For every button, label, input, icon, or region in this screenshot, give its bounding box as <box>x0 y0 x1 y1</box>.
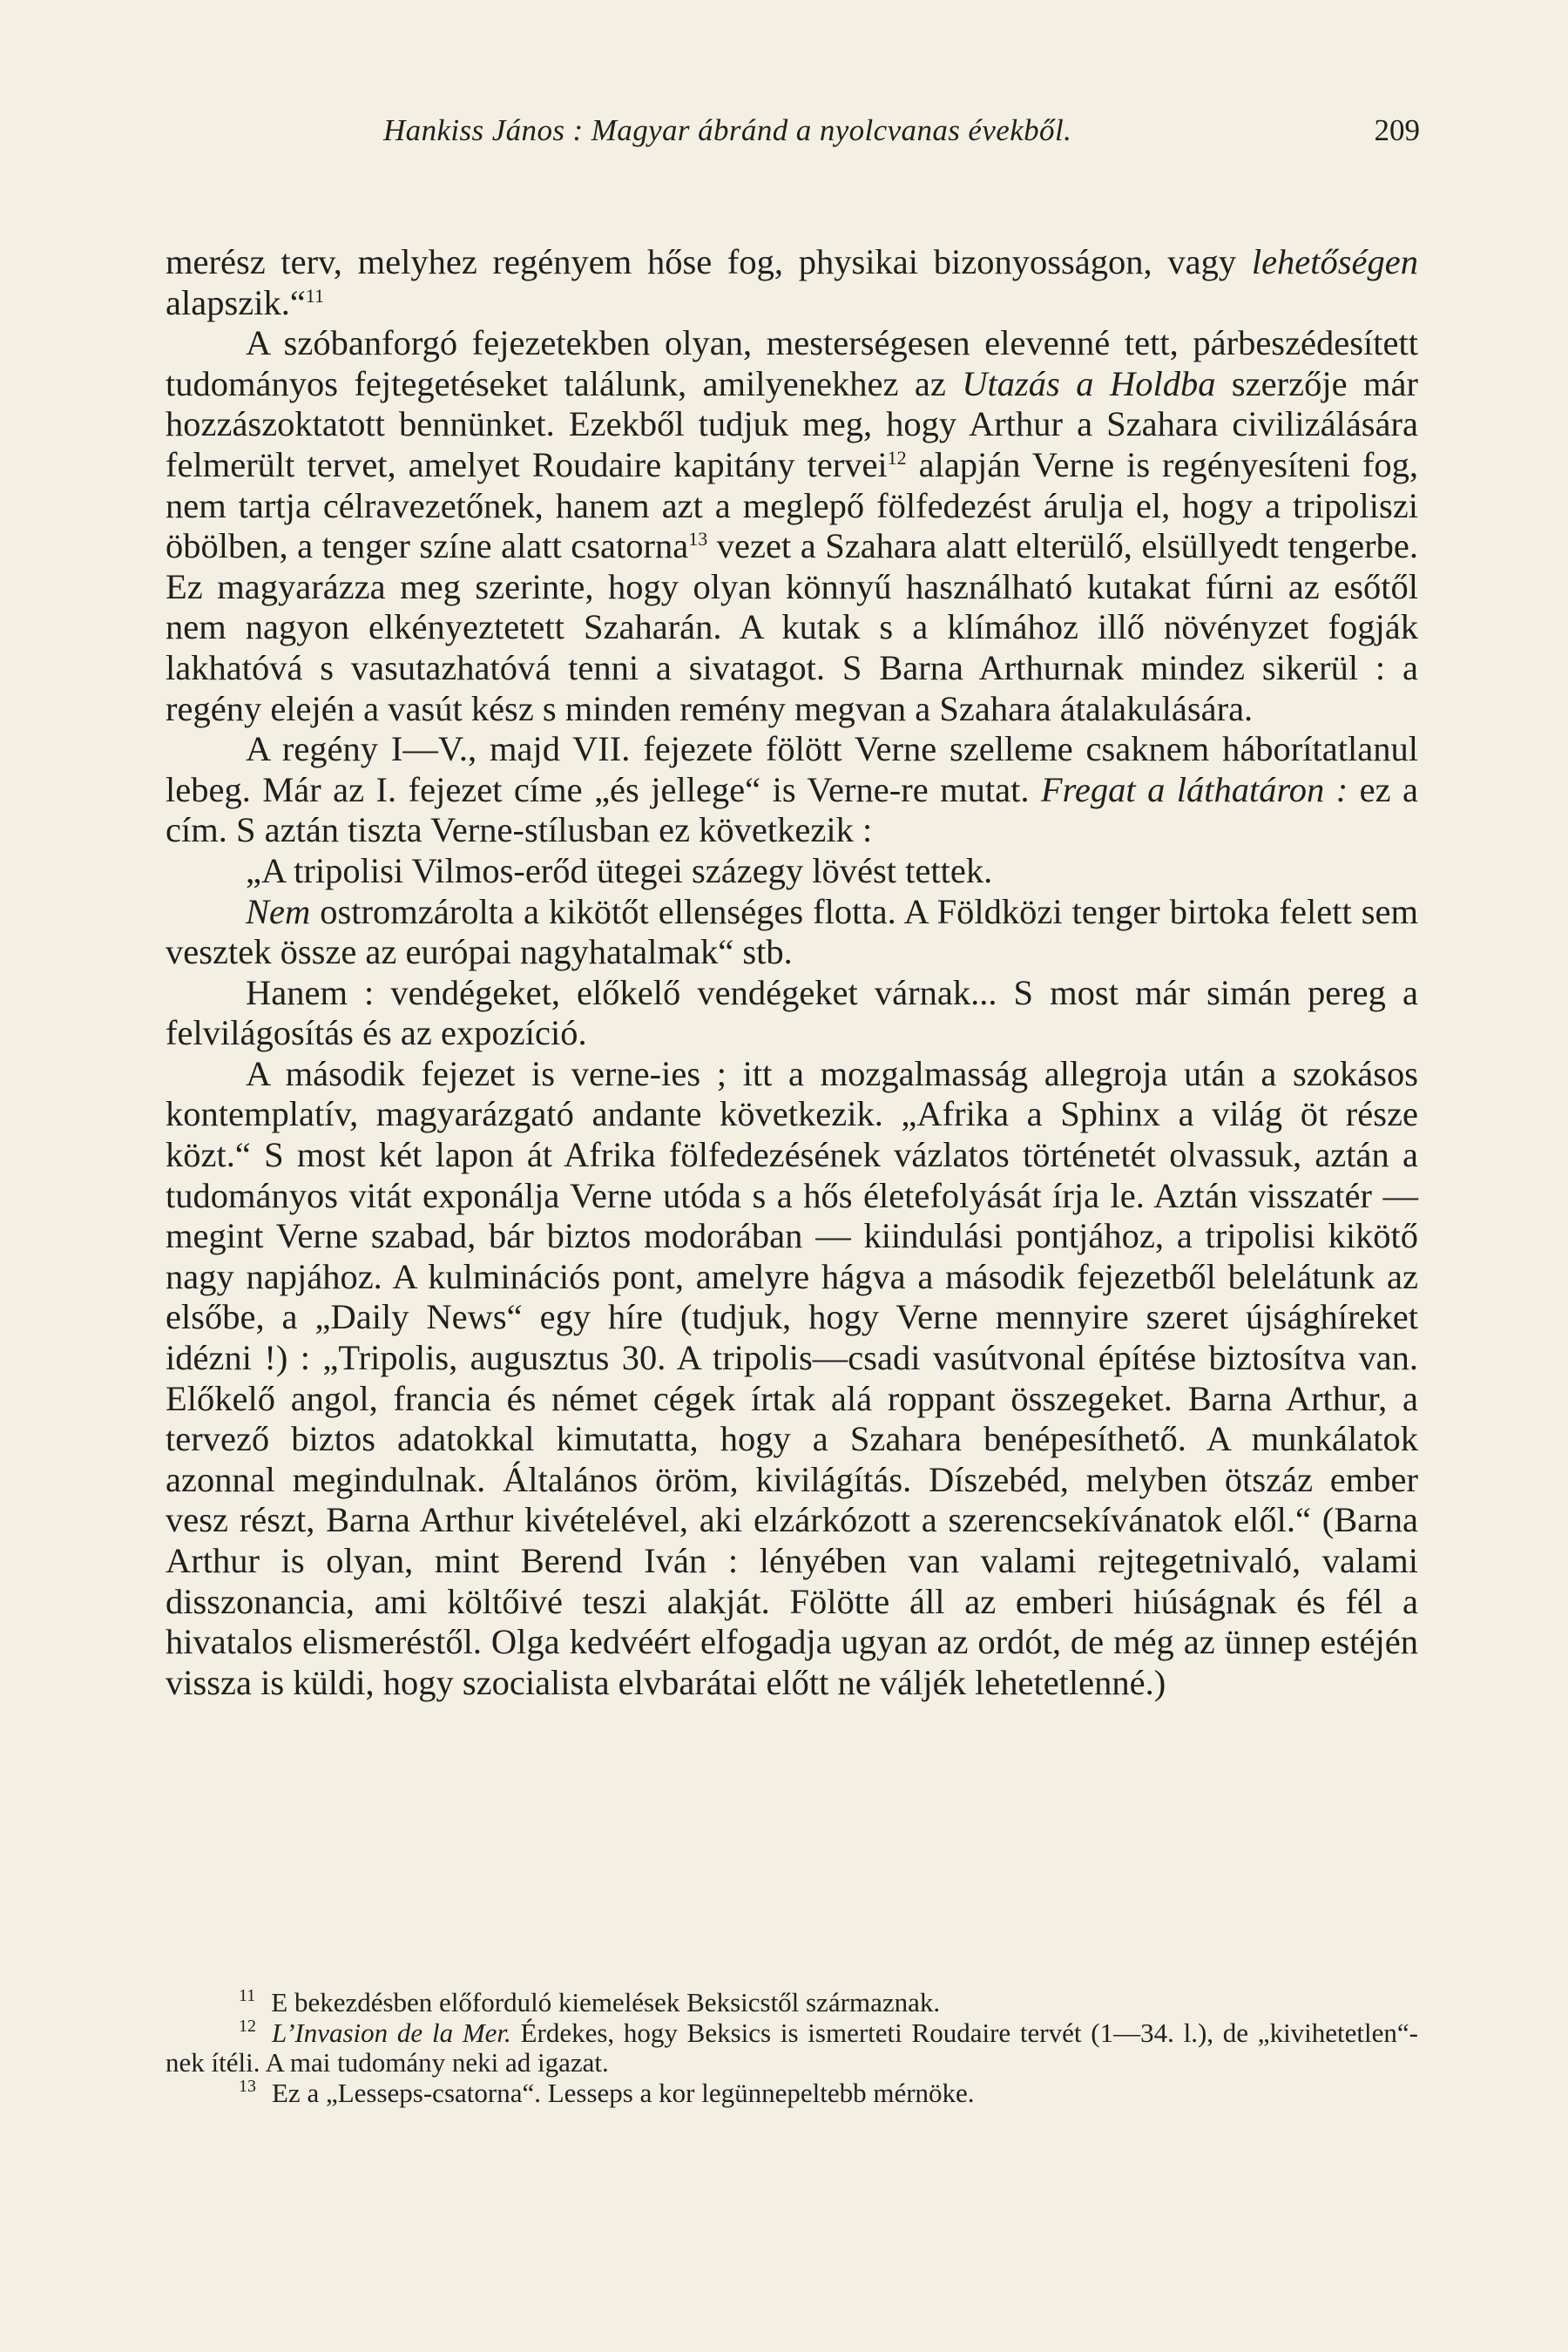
text-run: merész terv, melyhez regényem hőse fog, physikai bizonyosságon, vagy <box>166 242 1252 281</box>
footnote-12 <box>166 2018 1418 2078</box>
emphasis: lehetőségen <box>1251 242 1418 281</box>
paragraph: Hanem : vendégeket, előkelő vendégeket várnak... S most már simán pereg a felvilágosítás és az expozíció. <box>166 972 1418 1053</box>
paragraph: A második fejezet is verne-ies ; itt a mozgalmasság allegroja után a szokásos kontemplatív, magyarázgató andante következik. „Afrika a Sphinx a világ öt része közt.“ S most két lapon át Afrika fölfedezésének vázlatos történetét olvassuk, aztán a tudományos vitát exponálja Verne utóda s a hős életefolyását írja le. Aztán visszatér — megint Verne szabad, bár biztos modorában — kiindulási pontjához, a tripolisi kikötő nagy napjához. A kulminációs pont, amelyre hágva a második fejezetből belelátunk az elsőbe, a „Daily News“ egy híre (tudjuk, hogy Verne mennyire szeret újsághíreket idézni !) : „Tripolis, augusztus 30. A tripolis—csadi vasútvonal építése biztosítva van. Előkelő angol, francia és német cégek írtak alá roppant összegeket. Barna Arthur, a tervező biztos adatokkal kimutatta, hogy a Szahara benépesíthető. A munkálatok azonnal megindulnak. Általános öröm, kivilágítás. Díszebéd, melyben ötszáz ember vesz részt, Barna Arthur kivételével, aki elzárkózott a szerencsekívánatok elől.“ (Barna Arthur is olyan, mint Berend Iván : lényében van valami rejtegetnivaló, valami disszonancia, ami költőivé teszi alakját. Fölötte áll az emberi hiúságnak és fél a hivatalos elismeréstől. Olga kedvéért elfogadja ugyan az ordót, de még az ünnep estéjén vissza is küldi, hogy szocialista elvbarátai előtt ne váljék lehetetlenné.) <box>166 1053 1418 1702</box>
text-run: vezet a Szahara alatt elterülő, elsüllyedt tengerbe. Ez magyarázza meg szerinte, hogy olyan könnyű használható kutakat fúrni az esőtől nem nagyon elkényeztetett Szaharán. A kutak s a klímához illő növényzet fogják lakhatóvá s vasutazhatóvá tenni a sivatagot. S Barna Arthurnak mindez sikerül : a regény elején a vasút kész s minden remény megvan a Szahara átalakulására. <box>166 526 1418 728</box>
running-head: Hankiss János : Magyar ábránd a nyolcvanas évekből. <box>383 113 1072 147</box>
footnote-13 <box>166 2078 1418 2109</box>
footnotes <box>166 1988 1418 2108</box>
footnote-book-title: L’Invasion de la Mer. <box>272 2017 511 2048</box>
text-run: A szóbanforgó fejezetekben olyan, mesterségesen elevenné tett, párbeszédesített tudományos fejtegetéseket találunk, amilyenekhez az <box>166 323 1418 403</box>
paragraph-continued <box>166 242 1418 323</box>
paragraph <box>166 323 1418 729</box>
page-header <box>166 113 1420 157</box>
chapter-title: Fregat a láthatáron : <box>1040 769 1348 809</box>
footnote-ref-12[interactable]: 12 <box>887 446 907 469</box>
text-run: ez a cím. S aztán tiszta Verne-stílusban ez következik : <box>166 769 1418 850</box>
footnote-text: Ez a „Lesseps-csatorna“. Lesseps a kor legünnepeltebb mérnöke. <box>272 2077 975 2108</box>
paragraph <box>166 729 1418 851</box>
book-title: Utazás a Holdba <box>962 363 1216 403</box>
footnote-number: 13 <box>239 2076 256 2096</box>
footnote-number: 12 <box>239 2016 256 2036</box>
text-run: szerzője már hozzászoktatott bennünket. Ezekből tudjuk meg, hogy Arthur a Szahara civilizálására felmerült tervet, amelyet Roudaire kapitány tervei <box>166 363 1418 484</box>
footnote-11 <box>166 1988 1418 2018</box>
main-text <box>166 242 1418 1703</box>
quotation-line: „A tripolisi Vilmos-erőd ütegei százegy lövést tettek. <box>246 850 993 890</box>
quotation-line <box>166 892 1418 973</box>
footnote-ref-11[interactable]: 11 <box>305 284 324 307</box>
text-run: ostromzárolta a kikötőt ellenséges flotta. A Földközi tenger birtoka felett sem vesztek össze az európai nagyhatalmak“ stb. <box>166 891 1418 972</box>
text-run: A regény I—V., majd VII. fejezete fölött Verne szelleme csaknem háborítatlanul lebeg. Már az I. fejezet címe „és jellege“ is Verne-re mutat. <box>166 729 1418 809</box>
text-run: alapján Verne is regényesíteni fog, nem tartja célravezetőnek, hanem azt a meglepő fölfedezést árulja el, hogy a tripoliszi öbölben, a tenger színe alatt csatorna <box>166 444 1418 566</box>
footnote-number: 11 <box>239 1986 256 2005</box>
footnote-text: E bekezdésben előforduló kiemelések Beksicstől származnak. <box>271 1987 941 2017</box>
footnote-text: Érdekes, hogy Beksics is ismerteti Roudaire tervét (1—34. l.), de „kivihetetlen“-nek ítéli. A mai tudomány neki ad igazat. <box>166 2017 1418 2078</box>
page-number: 209 <box>1374 113 1420 147</box>
emphasis: Nem <box>246 891 311 931</box>
text-run: alapszik.“ <box>166 282 306 322</box>
footnote-ref-13[interactable]: 13 <box>688 528 708 551</box>
